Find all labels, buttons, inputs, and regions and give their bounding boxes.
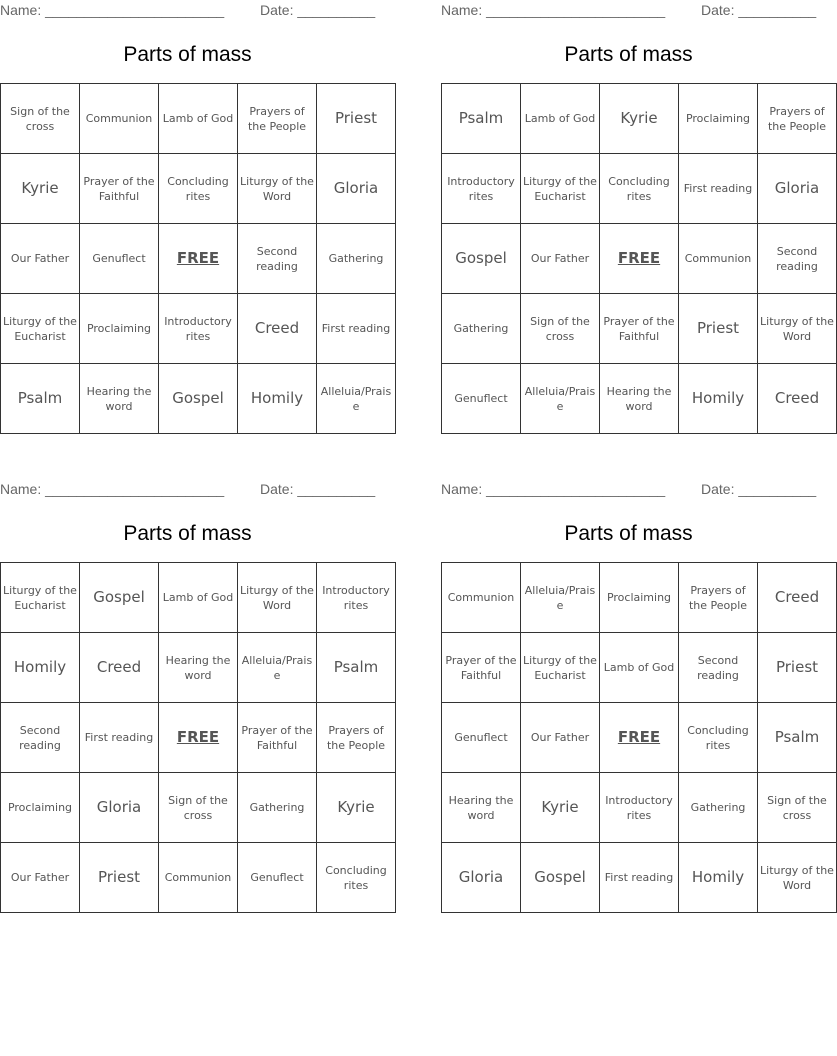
free-space-cell: FREE — [600, 703, 679, 773]
grid-row — [1, 773, 396, 843]
bingo-grid — [441, 562, 837, 913]
grid-cell: Priest — [80, 843, 159, 913]
grid-cell: Prayers of the People — [238, 84, 317, 154]
date-field-label: Date: __________ — [701, 2, 817, 18]
grid-cell: Second reading — [1, 703, 80, 773]
grid-cell: Priest — [758, 633, 837, 703]
grid-row — [442, 364, 837, 434]
grid-row — [442, 773, 837, 843]
grid-cell: Introductory rites — [442, 154, 521, 224]
grid-cell: Liturgy of the Word — [758, 843, 837, 913]
grid-cell: Kyrie — [521, 773, 600, 843]
grid-cell: First reading — [317, 294, 396, 364]
grid-cell: Kyrie — [600, 84, 679, 154]
grid-row — [1, 633, 396, 703]
grid-cell: First reading — [80, 703, 159, 773]
date-field-label: Date: __________ — [260, 2, 376, 18]
card-header — [0, 0, 375, 20]
grid-cell: Gloria — [80, 773, 159, 843]
name-field-label: Name: _______________________ — [0, 2, 225, 18]
grid-row — [1, 294, 396, 364]
grid-cell: Our Father — [521, 703, 600, 773]
grid-cell: Genuflect — [80, 224, 159, 294]
free-space-cell: FREE — [159, 703, 238, 773]
grid-cell: Introductory rites — [317, 563, 396, 633]
grid-cell: Creed — [238, 294, 317, 364]
grid-cell: Genuflect — [238, 843, 317, 913]
grid-cell: Gathering — [442, 294, 521, 364]
grid-cell: Kyrie — [317, 773, 396, 843]
grid-cell: Alleluia/Praise — [521, 563, 600, 633]
grid-row — [1, 703, 396, 773]
grid-cell: Second reading — [758, 224, 837, 294]
grid-row — [442, 563, 837, 633]
grid-cell: Homily — [1, 633, 80, 703]
grid-cell: Alleluia/Praise — [521, 364, 600, 434]
grid-cell: Liturgy of the Eucharist — [521, 633, 600, 703]
grid-cell: Hearing the word — [80, 364, 159, 434]
grid-cell: Liturgy of the Word — [758, 294, 837, 364]
name-field-label: Name: _______________________ — [441, 481, 666, 497]
grid-cell: Concluding rites — [317, 843, 396, 913]
grid-cell: Liturgy of the Word — [238, 563, 317, 633]
grid-row — [1, 84, 396, 154]
grid-cell: Prayers of the People — [758, 84, 837, 154]
grid-cell: Alleluia/Praise — [317, 364, 396, 434]
grid-row — [1, 563, 396, 633]
grid-cell: Psalm — [317, 633, 396, 703]
grid-cell: Hearing the word — [442, 773, 521, 843]
grid-cell: Psalm — [442, 84, 521, 154]
card-title: Parts of mass — [564, 522, 693, 545]
grid-cell: Homily — [679, 843, 758, 913]
grid-cell: First reading — [679, 154, 758, 224]
grid-cell: Communion — [80, 84, 159, 154]
grid-cell: Homily — [238, 364, 317, 434]
grid-cell: Priest — [679, 294, 758, 364]
name-field-label: Name: _______________________ — [441, 2, 666, 18]
grid-row — [1, 843, 396, 913]
grid-cell: Second reading — [679, 633, 758, 703]
grid-cell: Psalm — [758, 703, 837, 773]
grid-cell: Prayers of the People — [679, 563, 758, 633]
grid-cell: Hearing the word — [600, 364, 679, 434]
grid-cell: Our Father — [1, 843, 80, 913]
grid-cell: Lamb of God — [521, 84, 600, 154]
grid-cell: Liturgy of the Eucharist — [1, 294, 80, 364]
grid-cell: Homily — [679, 364, 758, 434]
grid-cell: Gloria — [317, 154, 396, 224]
grid-cell: Sign of the cross — [1, 84, 80, 154]
grid-cell: Priest — [317, 84, 396, 154]
grid-cell: Genuflect — [442, 703, 521, 773]
grid-row — [442, 703, 837, 773]
grid-cell: Communion — [159, 843, 238, 913]
grid-cell: Proclaiming — [600, 563, 679, 633]
grid-row — [442, 84, 837, 154]
grid-row — [442, 224, 837, 294]
card-header — [441, 0, 816, 20]
grid-cell: Liturgy of the Eucharist — [521, 154, 600, 224]
grid-row — [442, 633, 837, 703]
grid-cell: Concluding rites — [600, 154, 679, 224]
free-space-cell: FREE — [159, 224, 238, 294]
grid-row — [1, 364, 396, 434]
grid-cell: Lamb of God — [159, 84, 238, 154]
grid-cell: Our Father — [521, 224, 600, 294]
card-title: Parts of mass — [123, 522, 252, 545]
grid-cell: Gloria — [758, 154, 837, 224]
bingo-grid — [441, 83, 837, 434]
grid-cell: Prayer of the Faithful — [238, 703, 317, 773]
grid-cell: Gathering — [238, 773, 317, 843]
grid-cell: Psalm — [1, 364, 80, 434]
date-field-label: Date: __________ — [260, 481, 376, 497]
free-space-cell: FREE — [600, 224, 679, 294]
grid-cell: Proclaiming — [1, 773, 80, 843]
grid-cell: Sign of the cross — [758, 773, 837, 843]
grid-cell: Gospel — [159, 364, 238, 434]
grid-cell: Concluding rites — [679, 703, 758, 773]
grid-cell: Gospel — [80, 563, 159, 633]
card-title: Parts of mass — [123, 43, 252, 66]
grid-row — [442, 154, 837, 224]
grid-row — [442, 843, 837, 913]
grid-cell: Gathering — [679, 773, 758, 843]
grid-cell: Prayer of the Faithful — [442, 633, 521, 703]
date-field-label: Date: __________ — [701, 481, 817, 497]
grid-cell: Gloria — [442, 843, 521, 913]
grid-cell: Sign of the cross — [521, 294, 600, 364]
grid-cell: Sign of the cross — [159, 773, 238, 843]
grid-cell: Creed — [758, 364, 837, 434]
grid-cell: Proclaiming — [679, 84, 758, 154]
grid-cell: Genuflect — [442, 364, 521, 434]
grid-row — [442, 294, 837, 364]
card-title: Parts of mass — [564, 43, 693, 66]
grid-cell: Lamb of God — [159, 563, 238, 633]
grid-cell: Second reading — [238, 224, 317, 294]
grid-cell: Concluding rites — [159, 154, 238, 224]
grid-cell: Prayer of the Faithful — [80, 154, 159, 224]
grid-cell: Creed — [758, 563, 837, 633]
grid-cell: Creed — [80, 633, 159, 703]
grid-row — [1, 154, 396, 224]
grid-cell: Gospel — [521, 843, 600, 913]
grid-cell: Proclaiming — [80, 294, 159, 364]
grid-cell: Introductory rites — [600, 773, 679, 843]
name-field-label: Name: _______________________ — [0, 481, 225, 497]
card-header — [0, 479, 375, 499]
grid-cell: Kyrie — [1, 154, 80, 224]
grid-cell: Gathering — [317, 224, 396, 294]
grid-row — [1, 224, 396, 294]
grid-cell: Communion — [679, 224, 758, 294]
grid-cell: Introductory rites — [159, 294, 238, 364]
grid-cell: Our Father — [1, 224, 80, 294]
grid-cell: Prayers of the People — [317, 703, 396, 773]
card-header — [441, 479, 816, 499]
grid-cell: Alleluia/Praise — [238, 633, 317, 703]
bingo-grid — [0, 83, 396, 434]
bingo-grid — [0, 562, 396, 913]
grid-cell: Communion — [442, 563, 521, 633]
grid-cell: Hearing the word — [159, 633, 238, 703]
grid-cell: Liturgy of the Eucharist — [1, 563, 80, 633]
grid-cell: Lamb of God — [600, 633, 679, 703]
grid-cell: Gospel — [442, 224, 521, 294]
grid-cell: Liturgy of the Word — [238, 154, 317, 224]
grid-cell: Prayer of the Faithful — [600, 294, 679, 364]
grid-cell: First reading — [600, 843, 679, 913]
